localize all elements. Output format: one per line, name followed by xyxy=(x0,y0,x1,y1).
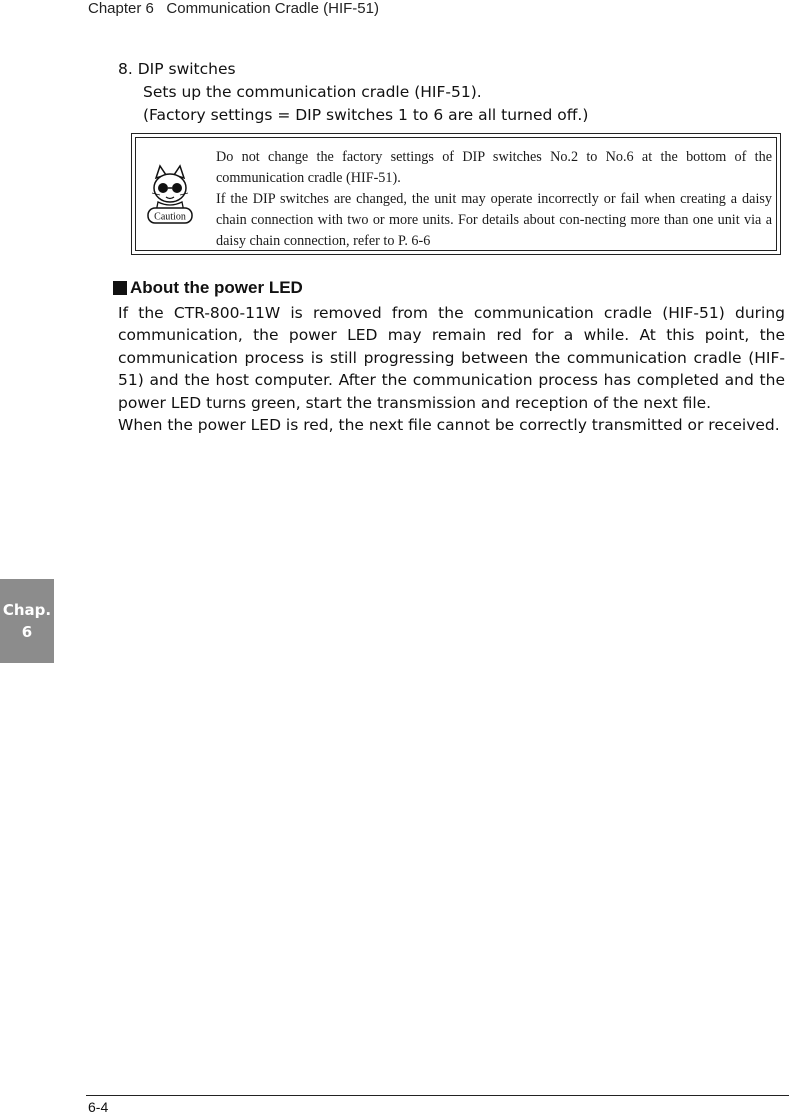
footer-divider xyxy=(86,1095,789,1096)
item-description-line2: (Factory settings = DIP switches 1 to 6 are all turned off.) xyxy=(143,106,589,124)
caution-box xyxy=(131,133,781,255)
caution-cat-icon xyxy=(146,164,194,230)
header-title: Communication Cradle (HIF-51) xyxy=(166,0,379,17)
chapter-tab-label: Chap. xyxy=(2,601,52,619)
section-paragraph-2: When the power LED is red, the next file cannot be correctly transmitted or received. xyxy=(118,416,780,435)
caution-paragraph-2: If the DIP switches are changed, the unit may operate incorrectly or fail when creating a daisy chain connection with two or more units. For details about con-necting more than one unit via a daisy chain connection, refer to P. 6-6 xyxy=(216,191,772,249)
caution-paragraph-1: Do not change the factory settings of DIP switches No.2 to No.6 at the bottom of the communication cradle (HIF-51). xyxy=(216,149,772,186)
section-paragraph-1: If the CTR-800-11W is removed from the communication cradle (HIF-51) during communication, the power LED may remain red for a while. At this point, the communication process is still progressing between the communication cradle (HIF-51) and the host computer. After the communication process has completed and the power LED turns green, start the transmission and reception of the next file. xyxy=(118,304,785,412)
caution-box-inner-border xyxy=(135,137,777,251)
section-heading-text: About the power LED xyxy=(130,278,303,297)
section-body xyxy=(118,302,785,436)
caution-text xyxy=(216,147,772,252)
page-number: 6-4 xyxy=(88,1099,109,1115)
header-chapter: Chapter 6 xyxy=(88,0,154,17)
item-title: 8. DIP switches xyxy=(118,60,236,78)
caution-icon-label: Caution xyxy=(154,211,186,223)
section-heading xyxy=(113,278,303,298)
item-description-line1: Sets up the communication cradle (HIF-51). xyxy=(143,83,482,101)
square-bullet-icon xyxy=(113,281,127,295)
chapter-side-tab xyxy=(0,579,54,663)
running-header xyxy=(88,0,379,17)
chapter-tab-number: 6 xyxy=(21,623,33,641)
